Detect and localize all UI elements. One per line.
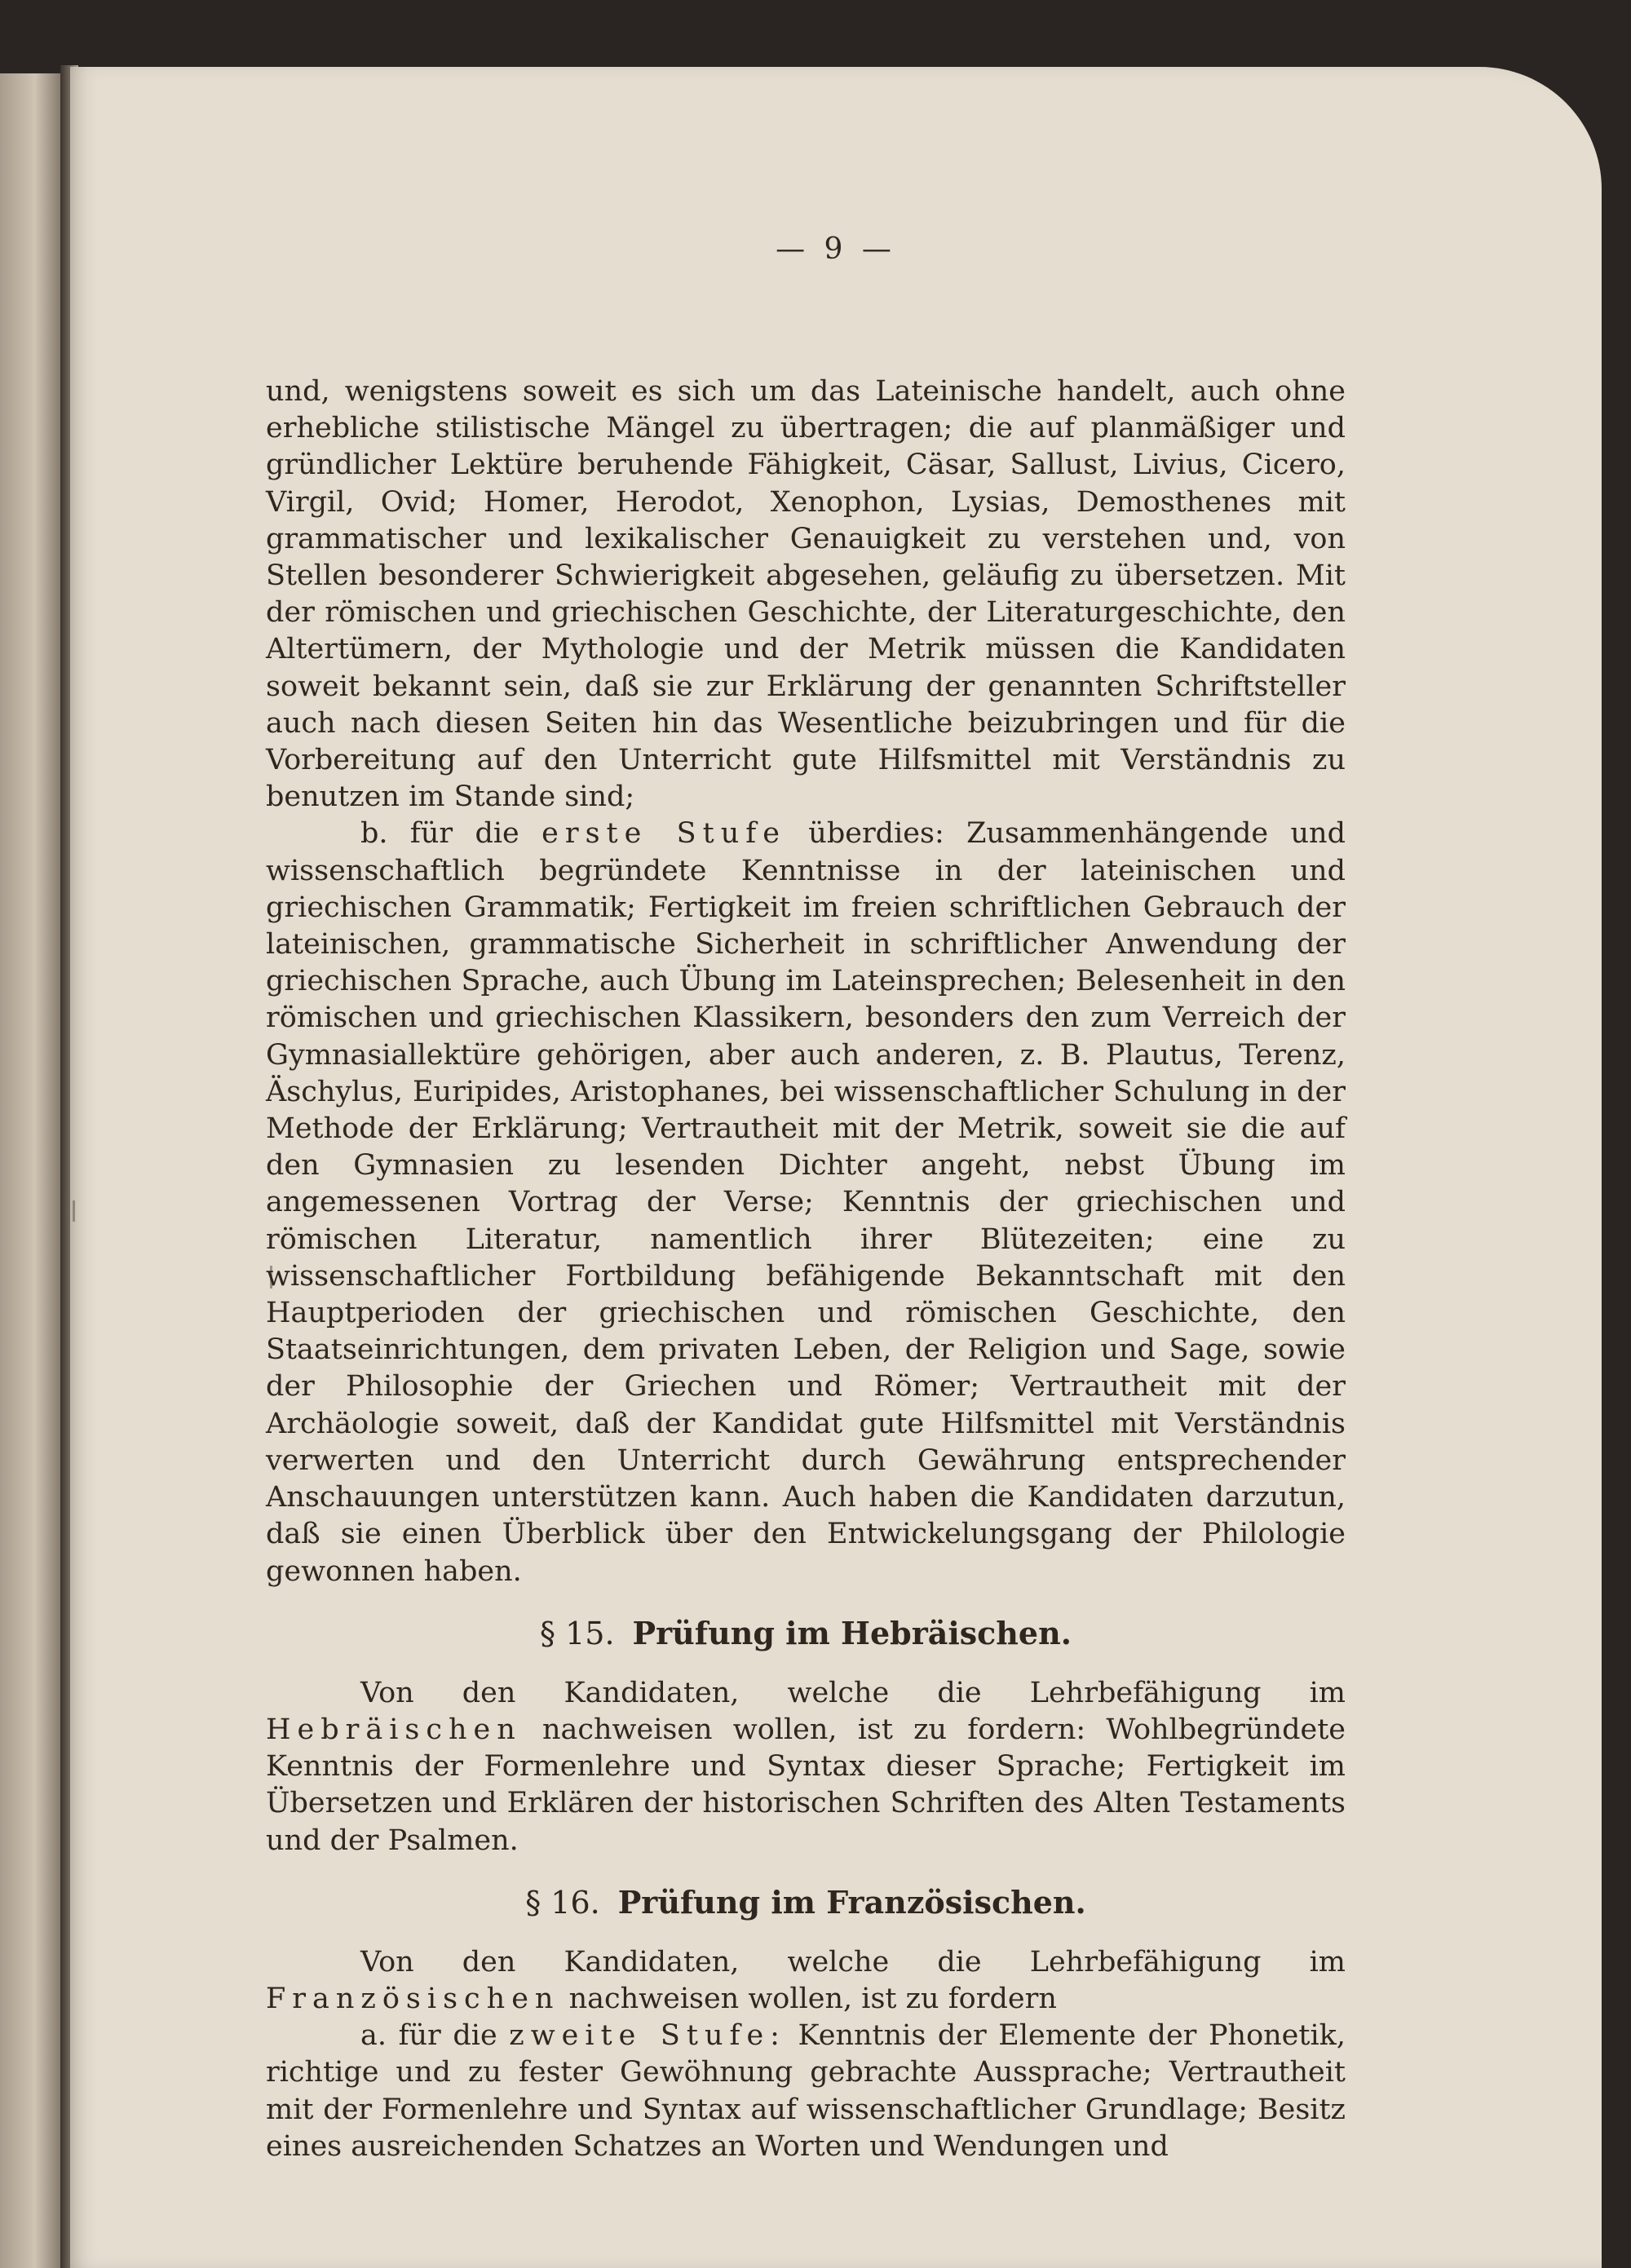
section-number: § 16. <box>525 1884 600 1921</box>
subject-name: Französischen <box>266 1982 560 2015</box>
item-a-second-stage <box>266 2018 1346 2165</box>
intro-prefix: Von den Kandidaten, welche die Lehrbefähigung im <box>360 1945 1346 1978</box>
section-heading-hebrew <box>266 1613 1346 1654</box>
page-content <box>266 374 1346 2165</box>
paragraph-classics-requirements: und, wenigstens soweit es sich um das Lateinische handelt, auch ohne erhebliche stilistische Mängel zu übertragen; die auf planmäßiger und gründlicher Lektüre beruhende Fähigkeit, Cäsar, Sallust, Livius, Cicero, Virgil, Ovid; Homer, Herodot, Xenophon, Lysias, Demosthenes mit grammatischer und lexikalischer Genauigkeit zu verstehen und, von Stellen besonderer Schwierigkeit abgesehen, geläufig zu übersetzen. Mit der römischen und griechischen Geschichte, der Literaturgeschichte, den Altertümern, der Mythologie und der Metrik müssen die Kandidaten soweit bekannt sein, daß sie zur Erklärung der genannten Schriftsteller auch nach diesen Seiten hin das Wesentliche beizubringen und für die Vorbereitung auf den Unterricht gute Hilfsmittel mit Verständnis zu benutzen im Stande sind; <box>266 375 1346 814</box>
item-b-first-stage <box>266 816 1346 1589</box>
paragraph-french-intro <box>266 1944 1346 2018</box>
paragraph-hebrew <box>266 1675 1346 1859</box>
book-page <box>70 67 1602 2268</box>
left-page-edge <box>0 73 64 2268</box>
intro-prefix: Von den Kandidaten, welche die Lehrbefähigung im <box>360 1676 1346 1709</box>
item-text: Kenntnis der Elemente der Phonetik, richtige und zu fester Gewöhnung gebrachte Aussprache; Vertrautheit mit der Formenlehre und Syntax auf wissenschaftlicher Grundlage; Besitz eines ausreichenden Schatzes an Worten und Wendungen und <box>266 2019 1346 2163</box>
item-stage: zweite Stufe: <box>509 2019 786 2053</box>
subject-name: Hebräischen <box>266 1713 522 1746</box>
section-number: § 15. <box>540 1615 615 1651</box>
intro-text: nachweisen wollen, ist zu fordern: Wohlbegründete Kenntnis der Formenlehre und Syntax dieser Sprache; Fertigkeit im Übersetzen und Erklären der historischen Schriften des Alten Testaments und der Psalmen. <box>266 1713 1346 1857</box>
item-text: überdies: Zusammenhängende und wissenschaftlich begründete Kenntnisse in der lateinischen und griechischen Grammatik; Fertigkeit im freien schriftlichen Gebrauch der lateinischen, grammatische Sicherheit in schriftlicher Anwendung der griechischen Sprache, auch Übung im Lateinsprechen; Belesenheit in den römischen und griechischen Klassikern, besonders den zum Verreich der Gymnasiallektüre gehörigen, aber auch anderen, z. B. Plautus, Terenz, Äschylus, Euripides, Aristophanes, bei wissenschaftlicher Schulung in der Methode der Erklärung; Vertrautheit mit der Metrik, soweit sie die auf den Gymnasien zu lesenden Dichter angeht, nebst Übung im angemessenen Vortrag der Verse; Kenntnis der griechischen und römischen Literatur, namentlich ihrer Blütezeiten; eine zu wissenschaftlicher Fortbildung befähigende Bekanntschaft mit den Hauptperioden der griechischen und römischen Geschichte, den Staatseinrichtungen, dem privaten Leben, der Religion und Sage, sowie der Philosophie der Griechen und Römer; Vertrautheit mit der Archäologie soweit, daß der Kandidat gute Hilfsmittel mit Verständnis verwerten und den Unterricht durch Gewährung entsprechender Anschauungen unterstützen kann. Auch haben die Kandidaten darzutun, daß sie einen Überblick über den Entwickelungsgang der Philologie gewonnen haben. <box>266 817 1346 1588</box>
section-heading-french <box>266 1882 1346 1923</box>
section-title: Prüfung im Französischen. <box>617 1883 1086 1921</box>
item-stage: erste Stufe <box>541 817 786 851</box>
margin-mark <box>73 1200 75 1222</box>
section-title: Prüfung im Hebräischen. <box>632 1614 1072 1651</box>
item-prefix: a. für die <box>360 2019 497 2053</box>
item-prefix: b. für die <box>360 817 519 851</box>
intro-text: nachweisen wollen, ist zu fordern <box>568 1982 1057 2015</box>
page-number: — 9 — <box>776 232 896 266</box>
